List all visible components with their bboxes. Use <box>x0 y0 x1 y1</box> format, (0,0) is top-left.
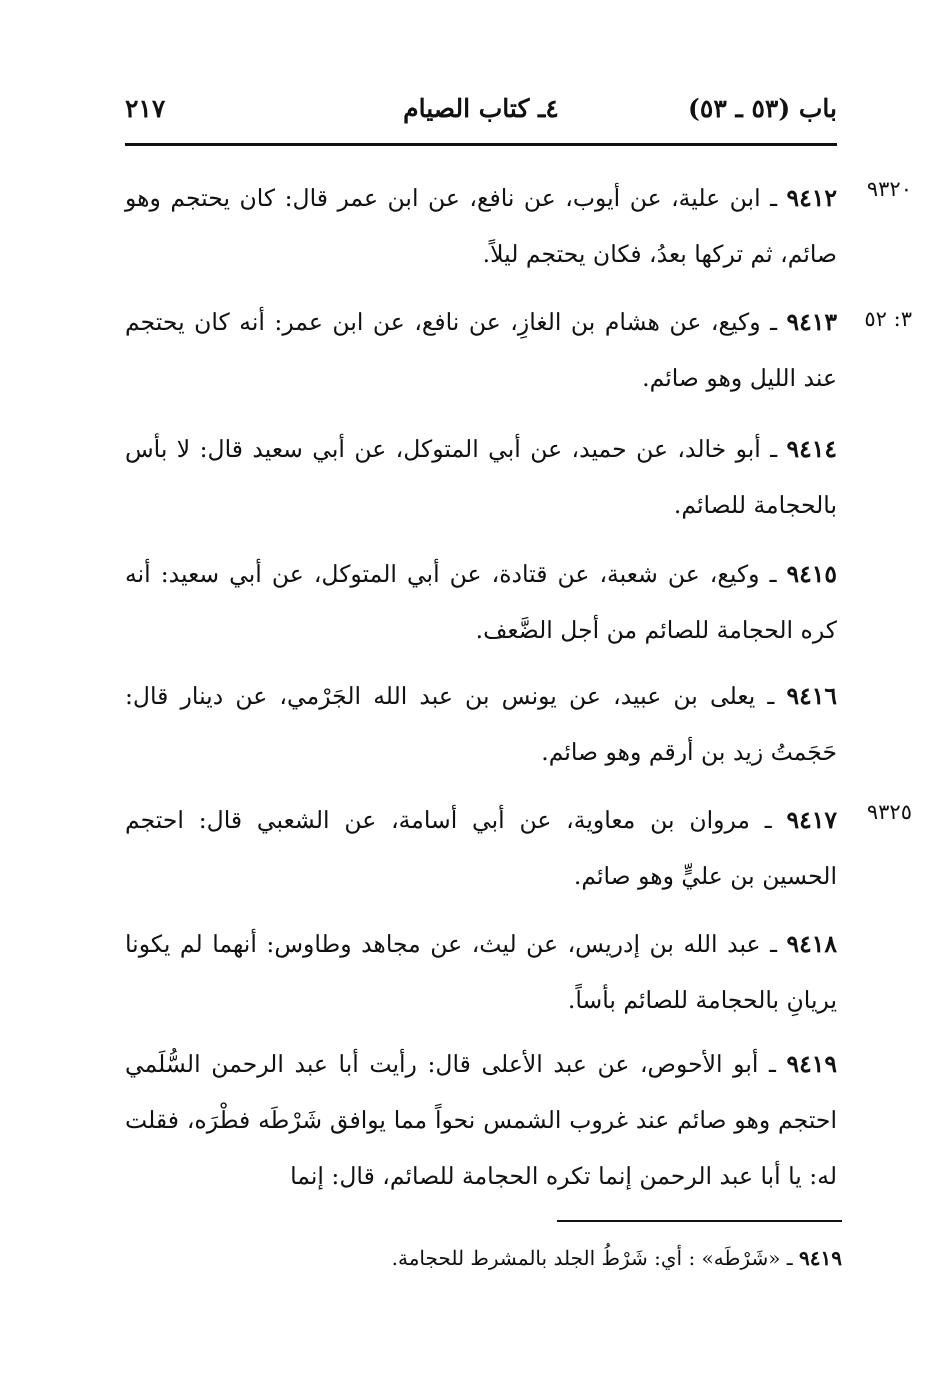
hadith-entry <box>125 916 837 1028</box>
entry-body: ـ مروان بن معاوية، عن أبي أسامة، عن الشعبي قال: احتجم الحسين بن عليٍّ وهو صائم. <box>125 806 837 890</box>
chapter-heading: باب (٥٣ ـ ٥٣) <box>688 94 837 123</box>
hadith-entry <box>125 792 837 904</box>
hadith-entry <box>125 1036 837 1204</box>
hadith-entry <box>125 546 837 658</box>
hadith-entry <box>125 421 837 533</box>
header-rule <box>125 143 837 146</box>
hadith-entry <box>125 668 837 780</box>
entry-number: ٩٤١٢ <box>786 184 837 212</box>
footnote-rule <box>557 1220 842 1222</box>
margin-reference: ٩٣٢٠ <box>866 177 912 201</box>
entry-body: ـ يعلى بن عبيد، عن يونس بن عبد الله الجَرْمي، عن دينار قال: حَجَمتُ زيد بن أرقم وهو صائم. <box>125 682 837 766</box>
hadith-entry <box>125 170 837 282</box>
entry-body: ـ أبو خالد، عن حميد، عن أبي المتوكل، عن أبي سعيد قال: لا بأس بالحجامة للصائم. <box>125 435 837 519</box>
footnote <box>300 1240 842 1276</box>
entry-body: ـ وكيع، عن هشام بن الغازِ، عن نافع، عن ابن عمر: أنه كان يحتجم عند الليل وهو صائم. <box>125 308 837 392</box>
hadith-entry <box>125 294 837 406</box>
entry-number: ٩٤١٥ <box>786 560 837 588</box>
entry-number: ٩٤١٤ <box>786 435 837 463</box>
entry-body: ـ ابن علية، عن أيوب، عن نافع، عن ابن عمر قال: كان يحتجم وهو صائم، ثم تركها بعدُ، فكان يحتجم ليلاً. <box>125 184 837 268</box>
entry-body: ـ وكيع، عن شعبة، عن قتادة، عن أبي المتوكل، عن أبي سعيد: أنه كره الحجامة للصائم من أجل الضَّعف. <box>125 560 837 644</box>
entry-number: ٩٤١٦ <box>786 682 837 710</box>
entry-body: ـ أبو الأحوص، عن عبد الأعلى قال: رأيت أبا عبد الرحمن السُّلَمي احتجم وهو صائم عند غروب الشمس نحواً مما يوافق شَرْطَه فطْرَه، فقلت له: يا أبا عبد الرحمن إنما تكره الحجامة للصائم، قال: إنما <box>125 1050 837 1190</box>
entry-body: ـ عبد الله بن إدريس، عن ليث، عن مجاهد وطاوس: أنهما لم يكونا يريانِ بالحجامة للصائم بأساً. <box>125 930 837 1014</box>
page-number: ٢١٧ <box>125 94 166 123</box>
footnote-number: ٩٤١٩ <box>799 1246 842 1270</box>
margin-reference: ٩٣٢٥ <box>866 800 912 824</box>
entry-number: ٩٤١٧ <box>786 806 837 834</box>
margin-reference: ٣: ٥٢ <box>864 307 912 331</box>
running-header <box>125 92 837 142</box>
footnote-text: ـ «شَرْطَه» : أي: شَرْطُ الجلد بالمشرط للحجامة. <box>391 1246 800 1270</box>
entry-number: ٩٤١٨ <box>786 930 837 958</box>
book-title: ٤ـ كتاب الصيام <box>403 94 559 123</box>
entry-number: ٩٤١٩ <box>786 1050 837 1078</box>
entry-number: ٩٤١٣ <box>786 308 837 336</box>
